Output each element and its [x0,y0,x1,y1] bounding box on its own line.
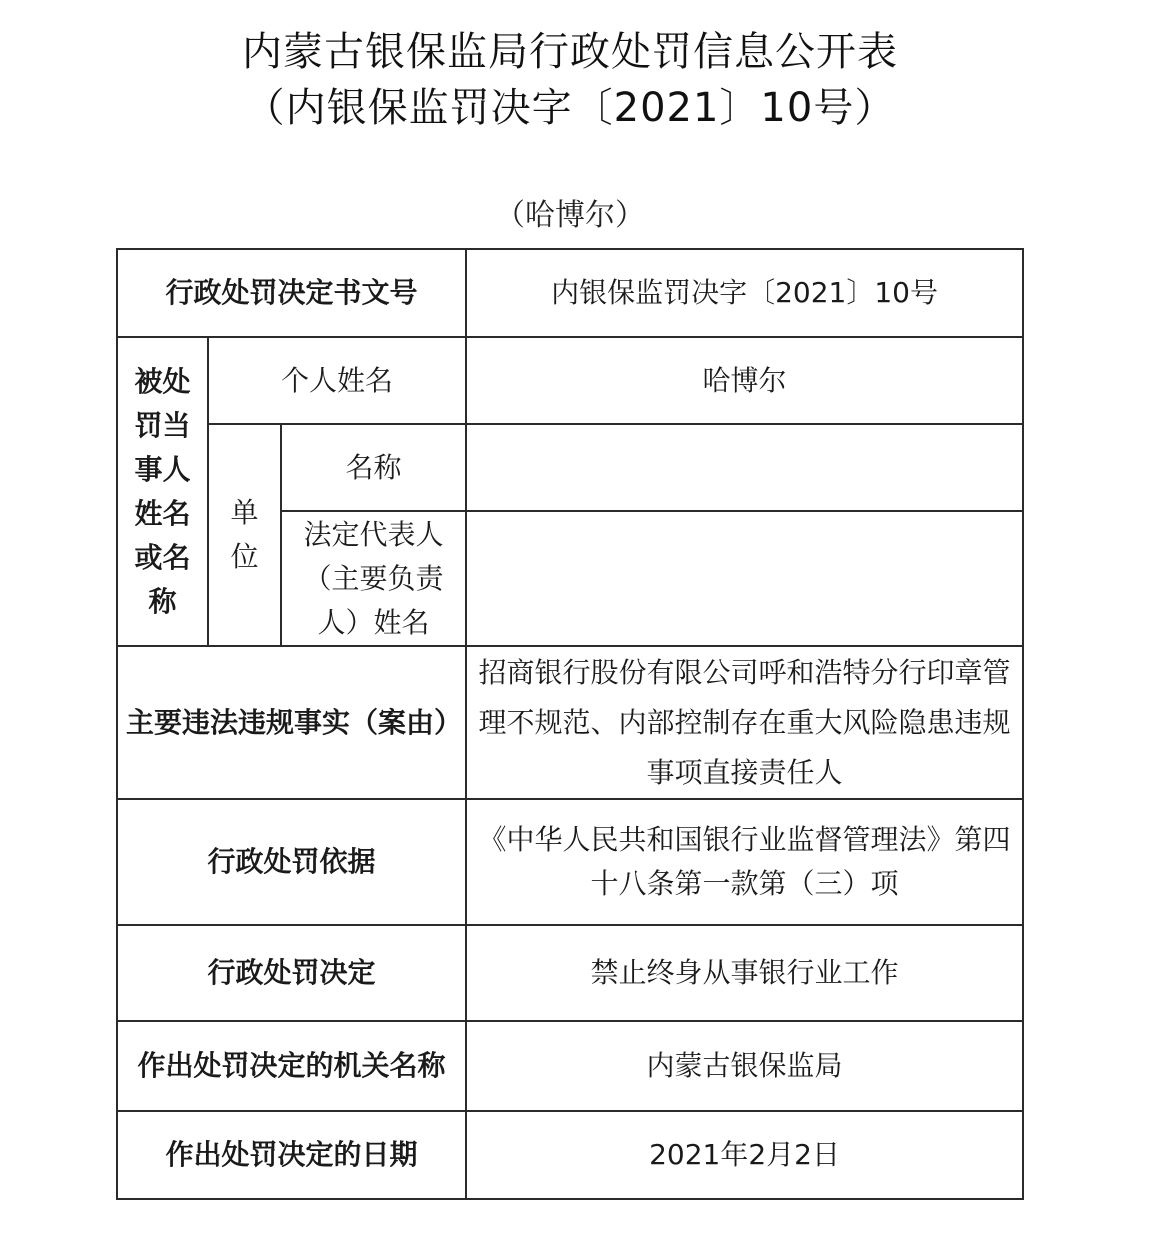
decision-value: 禁止终身从事银行业工作 [466,925,1023,1021]
party-label: 被处罚当事人姓名或名称 [117,337,208,646]
page-title: 内蒙古银保监局行政处罚信息公开表 [242,29,898,75]
unit-name-label: 名称 [281,424,466,511]
table-row [117,249,1023,337]
doc-number-value: 内银保监罚决字〔2021〕10号 [466,249,1023,337]
table-row [117,424,1023,511]
authority-value: 内蒙古银保监局 [466,1021,1023,1111]
date-label: 作出处罚决定的日期 [117,1111,466,1199]
table-row [117,1021,1023,1111]
legal-rep-value [466,511,1023,646]
table-row [117,799,1023,925]
subject-name-subtitle: （哈博尔） [495,198,645,233]
unit-name-value [466,424,1023,511]
decision-label: 行政处罚决定 [117,925,466,1021]
table-row [117,925,1023,1021]
date-value: 2021年2月2日 [466,1111,1023,1199]
table-row [117,646,1023,799]
document-number-title: （内银保监罚决字〔2021〕10号） [244,85,896,131]
individual-label: 个人姓名 [208,337,466,424]
facts-label: 主要违法违规事实（案由） [117,646,466,799]
table-row [117,1111,1023,1199]
legal-rep-label: 法定代表人（主要负责人）姓名 [281,511,466,646]
unit-label: 单位 [208,424,281,646]
basis-value: 《中华人民共和国银行业监督管理法》第四十八条第一款第（三）项 [466,799,1023,925]
basis-label: 行政处罚依据 [117,799,466,925]
authority-label: 作出处罚决定的机关名称 [117,1021,466,1111]
facts-value: 招商银行股份有限公司呼和浩特分行印章管理不规范、内部控制存在重大风险隐患违规事项直接责任人 [466,646,1023,799]
doc-number-label: 行政处罚决定书文号 [117,249,466,337]
penalty-info-table [116,248,1024,1200]
table-row [117,337,1023,424]
individual-value: 哈博尔 [466,337,1023,424]
